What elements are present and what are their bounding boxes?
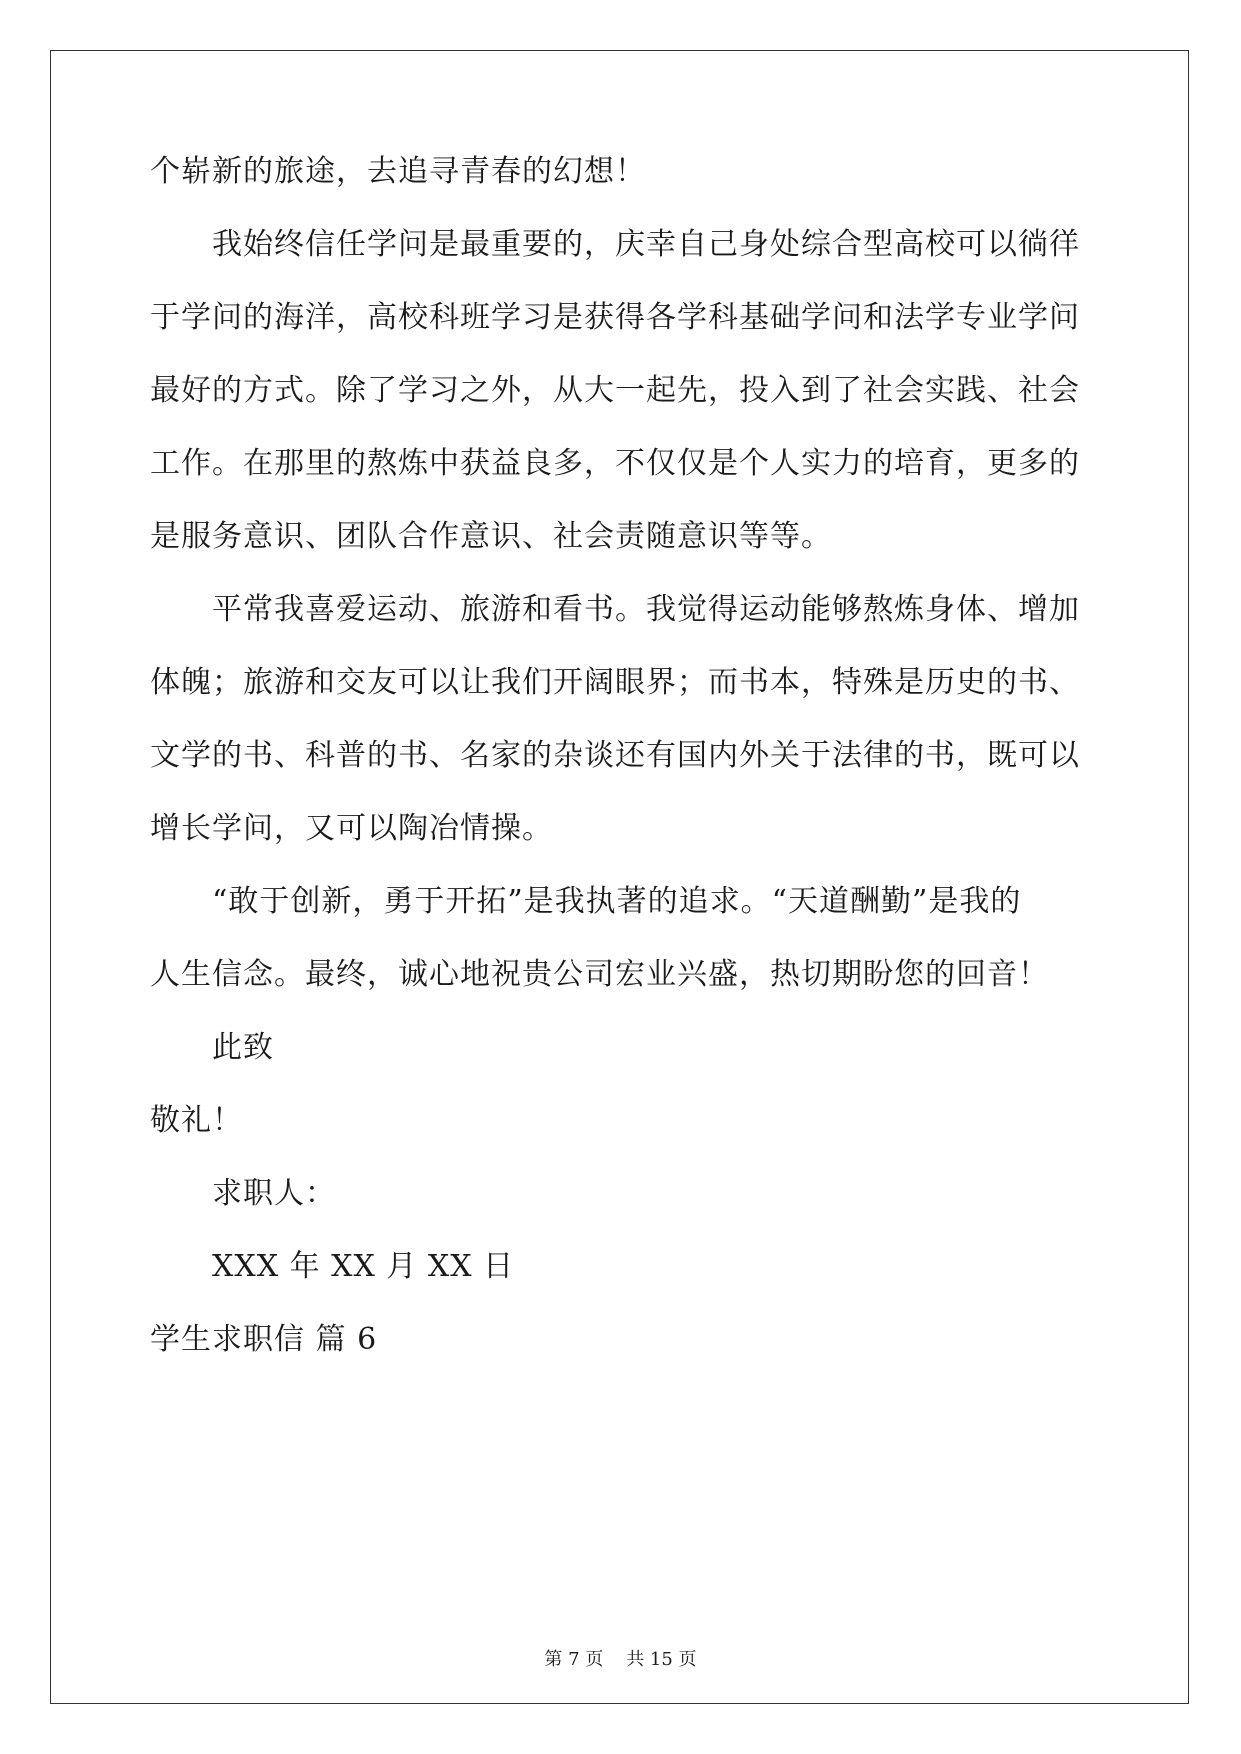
body-line: 个崭新的旅途，去追寻青春的幻想！ bbox=[150, 154, 646, 189]
body-line: 人生信念。最终，诚心地祝贵公司宏业兴盛，热切期盼您的回音！ bbox=[150, 957, 1049, 992]
body-line: 最好的方式。除了学习之外，从大一起先，投入到了社会实践、社会 bbox=[150, 373, 1080, 408]
body-line: 工作。在那里的熬炼中获益良多，不仅仅是个人实力的培育，更多的 bbox=[150, 446, 1080, 481]
body-line: 体魄；旅游和交友可以让我们开阔眼界；而书本，特殊是历史的书、 bbox=[150, 665, 1080, 700]
page-number: 第 7 页 共 15 页 bbox=[544, 1649, 697, 1670]
body-line: 平常我喜爱运动、旅游和看书。我觉得运动能够熬炼身体、增加 bbox=[150, 592, 1080, 627]
body-line: 我始终信任学问是最重要的，庆幸自己身处综合型高校可以徜徉 bbox=[150, 227, 1080, 262]
body-line: 文学的书、科普的书、名家的杂谈还有国内外关于法律的书，既可以 bbox=[150, 738, 1080, 773]
body-line: 增长学问，又可以陶冶情操。 bbox=[150, 811, 553, 846]
body-line: 于学问的海洋，高校科班学习是获得各学科基础学问和法学专业学问 bbox=[150, 300, 1080, 335]
closing-regards: 敬礼！ bbox=[150, 1103, 243, 1138]
applicant-label: 求职人： bbox=[150, 1176, 336, 1211]
body-line: 是服务意识、团队合作意识、社会责随意识等等。 bbox=[150, 519, 832, 554]
closing-salutation: 此致 bbox=[150, 1030, 274, 1065]
section-heading: 学生求职信 篇 6 bbox=[150, 1322, 378, 1357]
date-line: XXX 年 XX 月 XX 日 bbox=[150, 1249, 515, 1284]
body-line: “敢于创新，勇于开拓”是我执著的追求。“天道酬勤”是我的 bbox=[150, 884, 1022, 919]
